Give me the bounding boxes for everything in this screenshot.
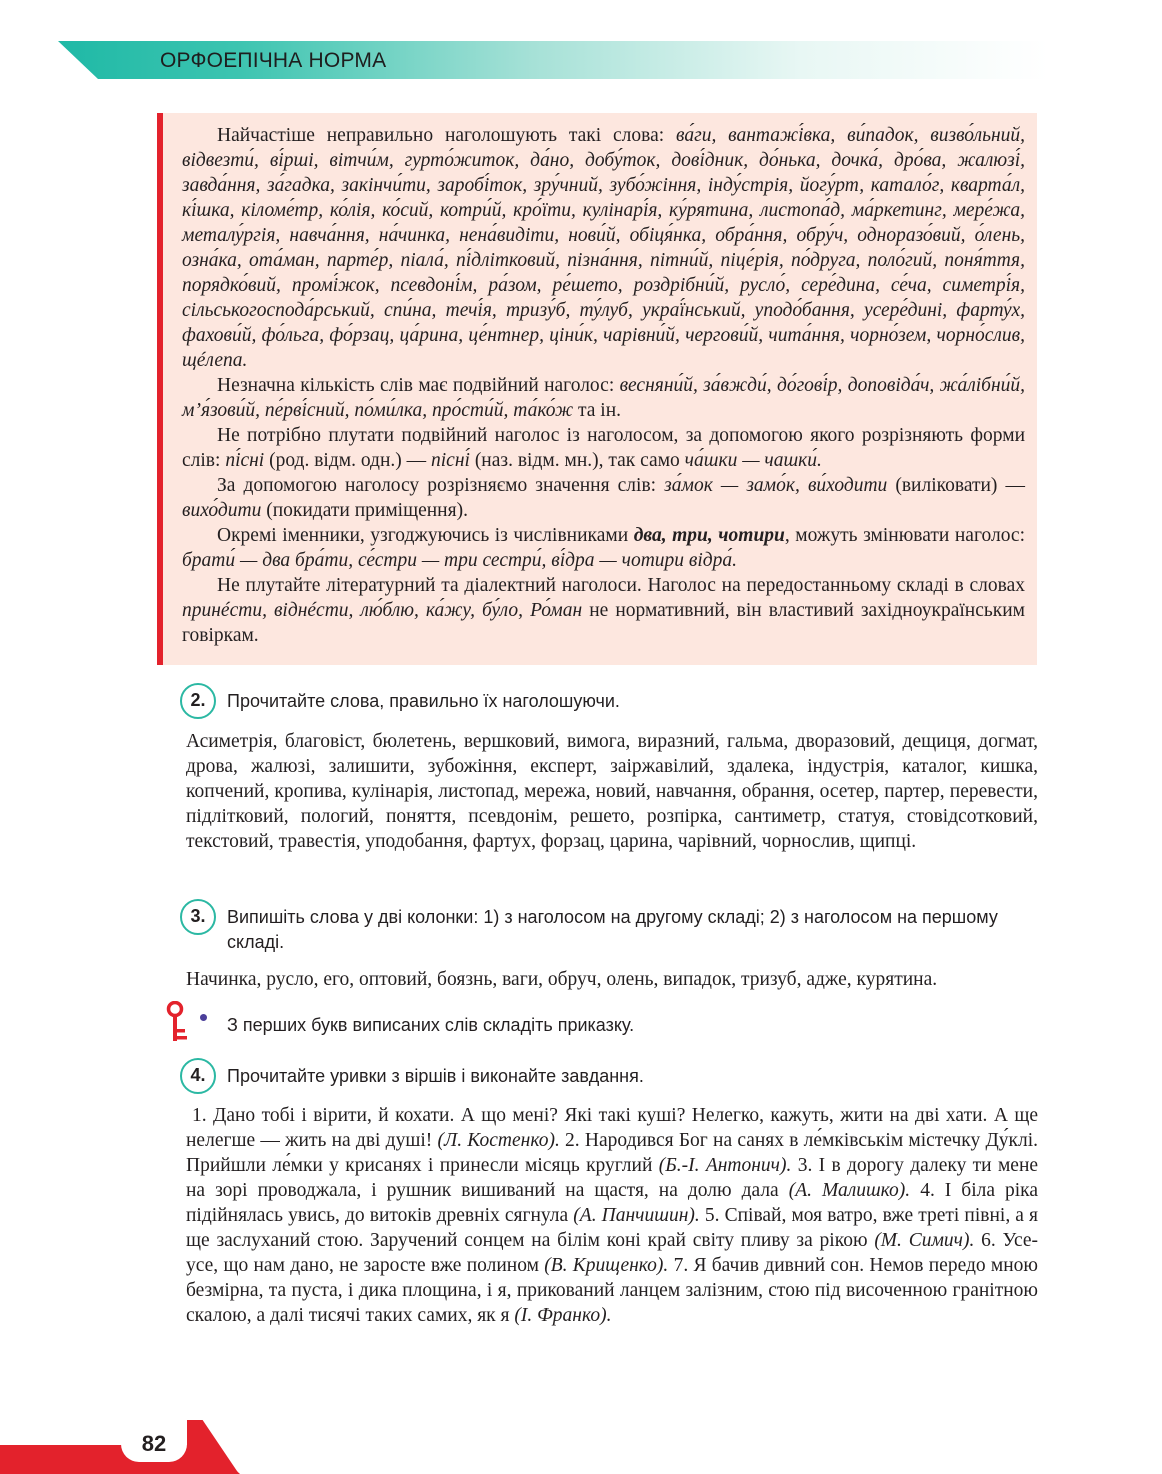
task-instruction: Випишіть слова у дві колонки: 1) з наголосом на другому складі; 2) з наголосом на першому складі. — [227, 907, 998, 952]
rule-lead: Найчастіше неправильно наголошують такі слова: — [217, 125, 665, 146]
task-instruction: Прочитайте слова, правильно їх наголошуючи. — [227, 691, 620, 711]
numerals-bold: два, три, чотири — [633, 525, 785, 546]
rule-text: (виліковати) — — [895, 475, 1026, 496]
task-number-badge: 3. — [180, 899, 216, 935]
key-note-text: З перших букв виписаних слів складіть приказку. — [227, 1015, 635, 1035]
key-icon — [165, 1001, 193, 1043]
rule-paragraph-6 — [182, 573, 1025, 648]
example-word: пі́сні — [225, 450, 265, 471]
poem-excerpts — [186, 1103, 1038, 1328]
excerpt-author: (Л. Костенко). — [437, 1130, 560, 1151]
rule-text: Незначна кількість слів має подвійний наголос: — [217, 375, 615, 396]
rule-paragraph-1 — [182, 123, 1025, 373]
rule-text: Не плутайте літературний та діалектний наголоси. Наголос на передостанньому складі в словах — [217, 575, 1025, 596]
excerpt-author: (А. Панчишин). — [573, 1205, 700, 1226]
task-4-excerpts — [186, 1103, 1038, 1328]
task-3 — [180, 905, 1040, 955]
bullet-icon — [200, 1014, 207, 1021]
rule-text: Не потрібно плутати подвійний наголос із наголосом, за допомогою якого розрізняють форми слів: — [182, 425, 1025, 471]
task-4 — [180, 1064, 1040, 1089]
stressed-words: ва́ги, вантажі́вка, ви́падок, визво́льний, відвезти́, ві́рші, вітчи́м, гурто́житок, да́но, добу́ток, дові́дник, до́нька, дочка́, дро́ва, жалюзі́, завда́ння, за́гадка, закінчи́ти, заробі́ток, зру́чний, зубо́жіння, інду́стрія, йогу́рт, катало́г, кварта́л, кі́шка, кіломе́тр, ко́лія, ко́сий, котри́й, кро́їти, кулінарі́я, ку́рятина, листопа́д, ма́ркетинг, мере́жа, металу́ргія, навча́ння, на́чинка, нена́видіти, нови́й, обіця́нка, обра́ння, обру́ч, одноразо́вий, о́лень, озна́ка, ота́ман, парте́р, піала́, пі́длітковий, пізна́ння, пітни́й, піце́рія, по́друга, поло́гий, поня́ття, порядко́вий, промі́жок, псевдоні́м, ра́зом, ре́шето, роздрібни́й, русло́, сере́дина, се́ча, симетрі́я, сільськогоспода́рський, спи́на, течі́я, тризу́б, ту́луб, украї́нський, уподо́бання, усере́дині, фарту́х, фахови́й, фо́льга, фо́рзац, ца́рина, це́нтнер, ціни́к, чарівни́й, чергови́й, чита́ння, чорно́зем, чорно́слив, щéлепа. — [182, 125, 1025, 371]
example-word: за́мок — замо́к, ви́ходити — [664, 475, 888, 496]
excerpt: 3. І в дорогу далеку ти мене на зорі проводжала, і рушник вишиваний на щастя, на долю дала — [186, 1155, 1039, 1201]
rule-text: (покидати приміщення). — [266, 500, 468, 521]
excerpt-author: (І. Франко). — [514, 1305, 612, 1326]
rule-text: , можуть змінювати наголос: — [784, 525, 1026, 546]
rule-paragraph-5 — [182, 523, 1025, 573]
excerpt: 7. Я бачив дивний сон. Немов передо мною безмірна, та пуста, і дика площина, і я, прикований ланцем залізним, стою під височенною гранітною скалою, а далі тисячі таких самих, як я — [186, 1255, 1039, 1326]
page-number: 82 — [121, 1426, 187, 1462]
example-word: вихо́дити — [182, 500, 262, 521]
double-stress-words: весняни́й, за́вжди́, до́гові́р, доповіда́ч, жа́лібни́й, м’я́зови́й, пе́рві́сний, по́ми́лка, про́сти́й, та́ко́ж — [182, 375, 1025, 421]
rule-text: Окремі іменники, узгоджуючись із числівниками — [217, 525, 629, 546]
excerpt-author: (М. Симич). — [874, 1230, 975, 1251]
section-title: ОРФОЕПІЧНА НОРМА — [160, 49, 387, 72]
rule-text: та ін. — [578, 400, 622, 421]
rule-text: (наз. відм. мн.), так само — [474, 450, 680, 471]
rule-box — [157, 113, 1037, 665]
example-word: ча́шки — чашки́. — [684, 450, 822, 471]
excerpt: 1. Дано тобі і вірити, й кохати. А що мені? Які такі куші? Нелегко, кажуть, жити на дві хати. А ще нелегше — жить на дві душі! — [186, 1105, 1038, 1151]
task-3-words — [186, 967, 1038, 992]
word-list: Асиметрія, благовіст, бюлетень, вершковий, вимога, виразний, гальма, дворазовий, дещиця, догмат, дрова, жалюзі, залишити, зубожіння, експерт, заіржавілий, здалека, індустрія, каталог, кишка, копчений, кропива, кулінарія, листопад, мережа, новий, навчання, обрання, осетер, партер, перевести, підлітковий, пологий, поняття, псевдонім, решето, розпірка, сантиметр, статуя, стовідсотковий, текстовий, травестія, уподобання, фартух, форзац, царина, чарівний, чорнослив, щипці. — [186, 731, 1038, 852]
example-words: брати́ — два бра́ти, се́стри — три сестри́, ві́дра — чотири відра́. — [182, 550, 738, 571]
footer-arrow — [187, 1420, 239, 1474]
task-instruction: Прочитайте уривки з віршів і виконайте завдання. — [227, 1066, 644, 1086]
task-2 — [180, 689, 1040, 714]
rule-paragraph-2 — [182, 373, 1025, 423]
excerpt: 2. Народився Бог на санях в ле́мківськім містечку Ду́клі. Прийшли ле́мки у крисанях і принесли місяць круглий — [186, 1130, 1038, 1176]
example-word: пісні́ — [431, 450, 470, 471]
excerpt: 5. Співай, моя ватро, вже треті півні, а я ще заслуханий стою. Заручений сонцем на білім коні край світу пливу за рікою — [186, 1205, 1039, 1251]
rule-text: За допомогою наголосу розрізняємо значення слів: — [217, 475, 657, 496]
excerpt: 4. І біла ріка підійнялась увись, до витоків древніх сягнула — [186, 1180, 1039, 1226]
task-number-badge: 4. — [180, 1058, 216, 1094]
rule-paragraph-4 — [182, 473, 1025, 523]
example-words: принéсти, віднéсти, лю́блю, ка́жу, бу́ло, Ро́ман — [182, 600, 583, 621]
task-number-badge: 2. — [180, 683, 216, 719]
excerpt-author: (В. Крищенко). — [544, 1255, 669, 1276]
task-2-words — [186, 729, 1038, 854]
excerpt: 6. Усе-усе, що нам дано, не заросте вже полином — [186, 1230, 1039, 1276]
excerpt-author: (Б.-І. Антонич). — [658, 1155, 792, 1176]
key-note — [165, 1001, 1035, 1043]
rule-text: не нормативний, він властивий західноукраїнським говіркам. — [182, 600, 1025, 646]
excerpt-author: (А. Малишко). — [788, 1180, 911, 1201]
word-list: Начинка, русло, его, оптовий, боязнь, ваги, обруч, олень, випадок, тризуб, адже, курятина. — [186, 969, 938, 990]
rule-text: (род. відм. одн.) — — [269, 450, 427, 471]
rule-paragraph-3 — [182, 423, 1025, 473]
